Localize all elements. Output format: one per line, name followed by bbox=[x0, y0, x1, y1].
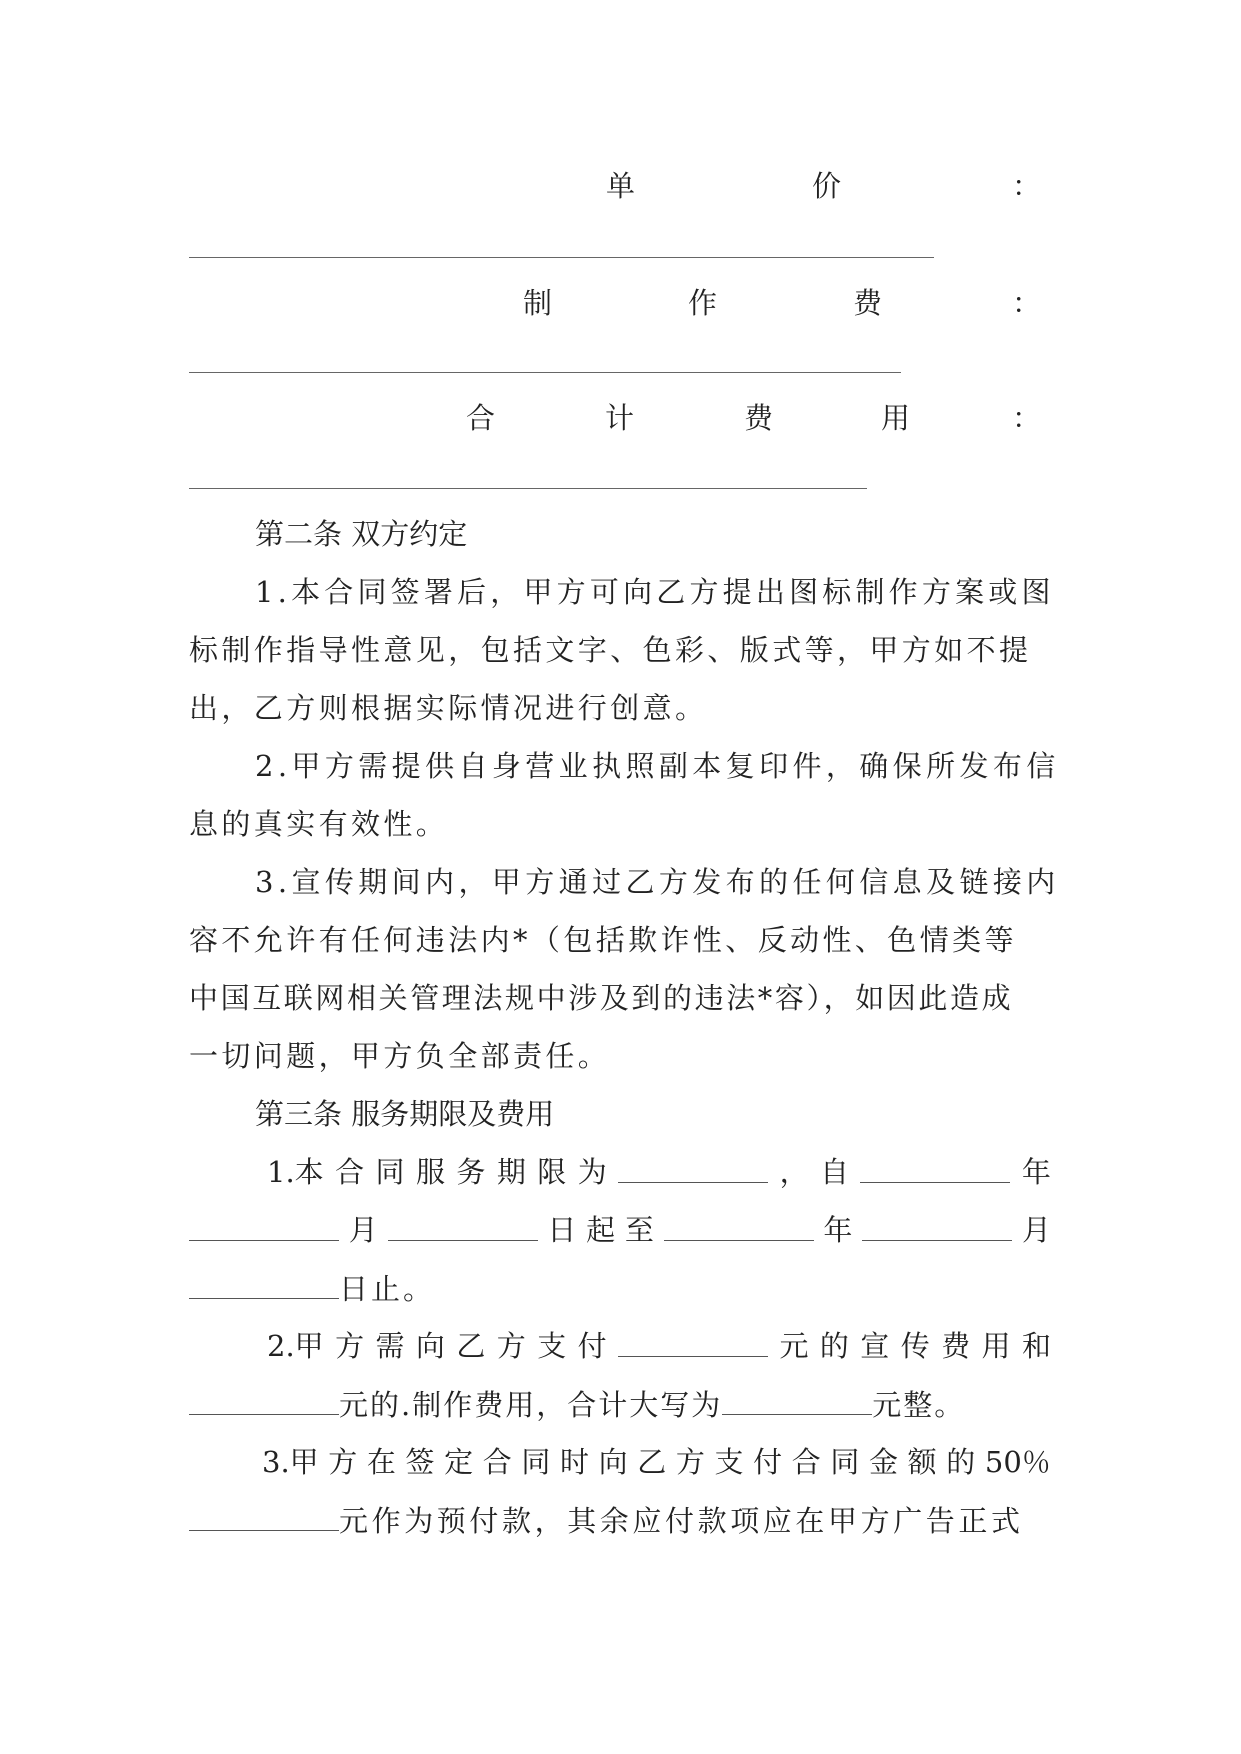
text-char: 向 bbox=[415, 1329, 445, 1363]
text-char: 元 bbox=[779, 1329, 809, 1363]
article-3-item-1-line-3 bbox=[189, 1268, 435, 1309]
text-char: 乙 bbox=[637, 1445, 667, 1479]
article-3-item-3-line-1 bbox=[262, 1442, 1051, 1482]
text-char: 年 bbox=[1021, 1155, 1051, 1189]
production-fee-colon: ： bbox=[1012, 286, 1042, 320]
text-char: 向 bbox=[598, 1445, 628, 1479]
article-3-item-2-line-1 bbox=[267, 1326, 1051, 1366]
text-char: 3.甲 bbox=[262, 1445, 319, 1479]
article-2-item-3-line-3: 中国互联网相关管理法规中涉及到的违法*容），如因此造成 bbox=[189, 981, 1014, 1015]
text-char: 1.本 bbox=[267, 1155, 324, 1189]
text-char: 起 bbox=[586, 1213, 616, 1247]
total-fee-blank bbox=[189, 488, 867, 489]
text-char: 2.甲 bbox=[267, 1329, 324, 1363]
text-char: 月 bbox=[1021, 1213, 1051, 1247]
text-char: 需 bbox=[375, 1329, 405, 1363]
text-char: 限 bbox=[537, 1155, 567, 1189]
article-2-item-2-line-2: 息的真实有效性。 bbox=[189, 807, 449, 841]
text-char: 同 bbox=[521, 1445, 551, 1479]
blank-field bbox=[618, 1326, 768, 1357]
text-char: 乙 bbox=[456, 1329, 486, 1363]
text-char: 至 bbox=[624, 1213, 654, 1247]
text-char: 和 bbox=[1021, 1329, 1051, 1363]
text-char: 50％ bbox=[984, 1445, 1051, 1479]
blank-field bbox=[189, 1384, 339, 1415]
article-3-item-1-line-1 bbox=[267, 1152, 1051, 1192]
article-2-item-3-line-4: 一切问题，甲方负全部责任。 bbox=[189, 1039, 611, 1073]
text-char: 支 bbox=[714, 1445, 744, 1479]
blank-field bbox=[722, 1384, 872, 1415]
text-char: 年 bbox=[823, 1213, 853, 1247]
unit-price-char-1: 单 bbox=[606, 169, 636, 203]
text-char: 同 bbox=[375, 1155, 405, 1189]
text-char: 方 bbox=[496, 1329, 526, 1363]
text-run: 1.本合同签署后，甲方可向乙方提出图标制作方案或图 bbox=[255, 575, 1055, 609]
total-fee-char-3: 费 bbox=[744, 401, 774, 435]
text-char: 宣 bbox=[860, 1329, 890, 1363]
article-3-item-2-line-2 bbox=[189, 1384, 965, 1425]
text-char: ， bbox=[779, 1155, 809, 1189]
unit-price-blank bbox=[189, 257, 934, 258]
total-fee-char-2: 计 bbox=[605, 401, 635, 435]
text-char: 支 bbox=[537, 1329, 567, 1363]
blank-field bbox=[189, 1500, 339, 1531]
text-char: 的 bbox=[819, 1329, 849, 1363]
article-3-title: 第三条 服务期限及费用 bbox=[255, 1097, 555, 1131]
text-char: 务 bbox=[456, 1155, 486, 1189]
article-3-item-1-line-2 bbox=[189, 1210, 1051, 1250]
article-2-item-1-line-1 bbox=[255, 572, 1055, 612]
text-run: 元的.制作费用，合计大写为 bbox=[339, 1388, 723, 1422]
text-run: 日止。 bbox=[339, 1272, 436, 1306]
text-char: 签 bbox=[405, 1445, 435, 1479]
text-char: 时 bbox=[560, 1445, 590, 1479]
text-char: 费 bbox=[941, 1329, 971, 1363]
total-fee-char-1: 合 bbox=[466, 401, 496, 435]
production-fee-blank bbox=[189, 372, 901, 373]
text-char: 定 bbox=[444, 1445, 474, 1479]
text-char: 服 bbox=[415, 1155, 445, 1189]
text-run: 元整。 bbox=[872, 1388, 966, 1422]
blank-field bbox=[664, 1210, 814, 1241]
text-char: 金 bbox=[869, 1445, 899, 1479]
text-char: 自 bbox=[820, 1155, 850, 1189]
text-char: 日 bbox=[547, 1213, 577, 1247]
text-char: 付 bbox=[577, 1329, 607, 1363]
blank-field bbox=[189, 1210, 339, 1241]
text-char: 合 bbox=[335, 1155, 365, 1189]
article-2-item-3-line-1: 3.宣传期间内，甲方通过乙方发布的任何信息及链接内 bbox=[255, 865, 1060, 899]
text-char: 的 bbox=[946, 1445, 976, 1479]
text-char: 合 bbox=[482, 1445, 512, 1479]
production-fee-char-3: 费 bbox=[853, 286, 883, 320]
total-fee-char-4: 用 bbox=[881, 401, 911, 435]
unit-price-colon: ： bbox=[1012, 169, 1042, 203]
text-char: 方 bbox=[328, 1445, 358, 1479]
text-char: 在 bbox=[366, 1445, 396, 1479]
text-char: 期 bbox=[496, 1155, 526, 1189]
text-char: 付 bbox=[753, 1445, 783, 1479]
total-fee-colon: ： bbox=[1012, 401, 1042, 435]
article-2-item-1-line-2: 标制作指导性意见，包括文字、色彩、版式等，甲方如不提 bbox=[189, 633, 1032, 667]
blank-field bbox=[862, 1210, 1012, 1241]
production-fee-char-2: 作 bbox=[688, 286, 718, 320]
text-char: 用 bbox=[981, 1329, 1011, 1363]
blank-field bbox=[618, 1152, 768, 1183]
text-char: 为 bbox=[577, 1155, 607, 1189]
article-2-title: 第二条 双方约定 bbox=[255, 517, 468, 551]
text-char: 同 bbox=[830, 1445, 860, 1479]
unit-price-char-2: 价 bbox=[812, 169, 842, 203]
text-run: 元作为预付款，其余应付款项应在甲方广告正式 bbox=[339, 1504, 1024, 1538]
text-char: 方 bbox=[675, 1445, 705, 1479]
blank-field bbox=[189, 1268, 339, 1299]
article-3-item-3-line-2 bbox=[189, 1500, 1024, 1541]
production-fee-char-1: 制 bbox=[523, 286, 553, 320]
article-2-item-3-line-2: 容不允许有任何违法内*（包括欺诈性、反动性、色情类等 bbox=[189, 923, 1017, 957]
text-char: 额 bbox=[907, 1445, 937, 1479]
blank-field bbox=[388, 1210, 538, 1241]
article-2-item-2-line-1: 2.甲方需提供自身营业执照副本复印件，确保所发布信 bbox=[255, 749, 1060, 783]
text-char: 方 bbox=[335, 1329, 365, 1363]
article-2-item-1-line-3: 出，乙方则根据实际情况进行创意。 bbox=[189, 691, 708, 725]
blank-field bbox=[860, 1152, 1010, 1183]
text-char: 月 bbox=[348, 1213, 378, 1247]
text-char: 传 bbox=[900, 1329, 930, 1363]
text-char: 合 bbox=[791, 1445, 821, 1479]
